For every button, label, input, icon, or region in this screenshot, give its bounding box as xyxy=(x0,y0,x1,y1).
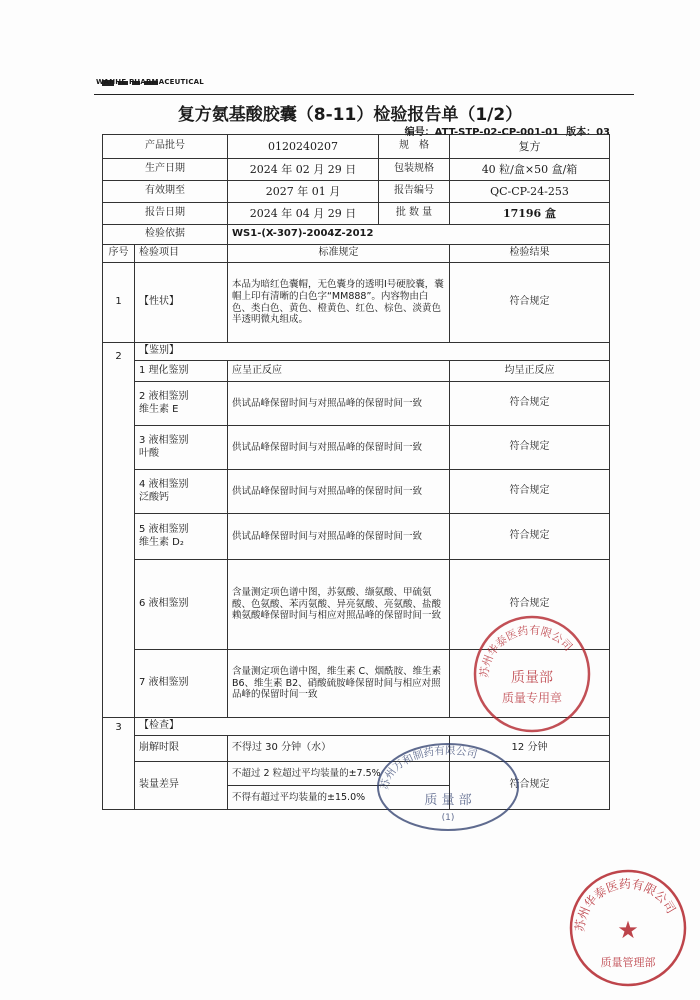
col-no: 序号 xyxy=(103,245,135,263)
section-2-no: 2 xyxy=(103,343,135,718)
report-table xyxy=(102,134,610,810)
identification-row xyxy=(103,361,610,382)
section-appearance-row xyxy=(103,263,610,343)
section-identification-header xyxy=(103,343,610,361)
section-3-item: 【检查】 xyxy=(135,718,610,736)
ident-5-item: 5 液相鉴别 维生素 D₂ xyxy=(135,514,228,560)
ident-7-standard: 含量测定项色谱中图，维生素 C、烟酰胺、维生素 B6、维生素 B2、硝酸硫胺峰保留时间与相应对照品峰的保留时间一致 xyxy=(228,650,450,718)
ident-5-standard: 供试品峰保留时间与对照品峰的保留时间一致 xyxy=(228,514,450,560)
report-date-label: 报告日期 xyxy=(103,203,228,225)
ident-7-result xyxy=(450,650,610,718)
ident-4-standard: 供试品峰保留时间与对照品峰的保留时间一致 xyxy=(228,470,450,514)
section-1-item: 【性状】 xyxy=(135,263,228,343)
qty-label: 批 数 量 xyxy=(379,203,450,225)
svg-text:(1): (1) xyxy=(441,813,455,823)
svg-text:苏州华泰医药有限公司: 苏州华泰医药有限公司 xyxy=(572,876,679,933)
info-row-basis xyxy=(103,225,610,245)
ident-6-standard: 含量测定项色谱中图，苏氨酸、缬氨酸、甲硫氨酸、色氨酸、苯丙氨酸、异亮氨酸、亮氨酸、盐酸赖氨酸峰保留时间与相应对照品峰的保留时间一致 xyxy=(228,560,450,650)
report-date-value: 2024 年 04 月 29 日 xyxy=(228,203,379,225)
svg-text:苏州万和制药有限公司: 苏州万和制药有限公司 xyxy=(378,744,479,791)
identification-row xyxy=(103,382,610,426)
expiry-value: 2027 年 01 月 xyxy=(228,181,379,203)
inspection-row xyxy=(103,736,610,762)
prod-date-value: 2024 年 02 月 29 日 xyxy=(228,159,379,181)
section-3-no: 3 xyxy=(103,718,135,810)
insp-2-standard-2: 不得有超过平均装量的±15.0% xyxy=(228,786,450,810)
ident-2-standard: 供试品峰保留时间与对照品峰的保留时间一致 xyxy=(228,382,450,426)
insp-1-item: 崩解时限 xyxy=(135,736,228,762)
insp-2-item: 装量差异 xyxy=(135,762,228,810)
section-1-result: 符合规定 xyxy=(450,263,610,343)
section-inspection-header xyxy=(103,718,610,736)
ident-4-result: 符合规定 xyxy=(450,470,610,514)
info-row-prod-date xyxy=(103,159,610,181)
identification-row xyxy=(103,470,610,514)
column-header-row xyxy=(103,245,610,263)
header-rule xyxy=(94,94,634,95)
ident-2-result: 符合规定 xyxy=(450,382,610,426)
identification-row xyxy=(103,560,610,650)
col-item: 检验项目 xyxy=(135,245,228,263)
ident-7-item: 7 液相鉴别 xyxy=(135,650,228,718)
ident-1-item: 1 理化鉴别 xyxy=(135,361,228,382)
ident-6-result: 符合规定 xyxy=(450,560,610,650)
report-no-value: QC-CP-24-253 xyxy=(450,181,610,203)
svg-text:苏州华泰医药有限公司: 苏州华泰医药有限公司 xyxy=(477,623,575,679)
ident-3-standard: 供试品峰保留时间与对照品峰的保留时间一致 xyxy=(228,426,450,470)
basis-value: WS1-(X-307)-2004Z-2012 xyxy=(228,225,610,245)
star-icon: ★ xyxy=(617,916,639,944)
batch-value: 0120240207 xyxy=(228,135,379,159)
batch-label: 产品批号 xyxy=(103,135,228,159)
prod-date-label: 生产日期 xyxy=(103,159,228,181)
ident-5-result: 符合规定 xyxy=(450,514,610,560)
company-seal-red xyxy=(566,866,690,990)
identification-row xyxy=(103,650,610,718)
ident-6-item: 6 液相鉴别 xyxy=(135,560,228,650)
info-row-expiry xyxy=(103,181,610,203)
expiry-label: 有效期至 xyxy=(103,181,228,203)
company-logo-mark xyxy=(102,71,160,77)
ident-2-item: 2 液相鉴别 维生素 E xyxy=(135,382,228,426)
spec-value: 复方 xyxy=(450,135,610,159)
insp-2-standard: 不超过 2 粒超过平均装量的±7.5% xyxy=(228,762,450,786)
inspection-row xyxy=(103,762,610,786)
svg-text:质量专用章: 质量专用章 xyxy=(501,691,563,705)
insp-2-result: 符合规定 xyxy=(450,762,610,810)
section-2-item: 【鉴别】 xyxy=(135,343,610,361)
svg-text:质量部: 质量部 xyxy=(511,670,553,686)
pack-label: 包装规格 xyxy=(379,159,450,181)
svg-text:质 量 部: 质 量 部 xyxy=(424,793,472,808)
info-row-report-date xyxy=(103,203,610,225)
report-title: 复方氨基酸胶囊（8-11）检验报告单（1/2） xyxy=(177,105,523,125)
company-logo-text: WANHE PHARMACEUTICAL xyxy=(96,78,204,86)
col-result: 检验结果 xyxy=(450,245,610,263)
spec-label: 规 格 xyxy=(379,135,450,159)
section-1-no: 1 xyxy=(103,263,135,343)
ident-3-item: 3 液相鉴别 叶酸 xyxy=(135,426,228,470)
identification-row xyxy=(103,514,610,560)
pack-value: 40 粒/盒×50 盒/箱 xyxy=(450,159,610,181)
basis-label: 检验依据 xyxy=(103,225,228,245)
identification-row xyxy=(103,426,610,470)
ident-1-result: 均呈正反应 xyxy=(450,361,610,382)
report-no-label: 报告编号 xyxy=(379,181,450,203)
insp-1-standard: 不得过 30 分钟（水） xyxy=(228,736,450,762)
info-row-batch xyxy=(103,135,610,159)
ident-4-item: 4 液相鉴别 泛酸钙 xyxy=(135,470,228,514)
col-standard: 标准规定 xyxy=(228,245,450,263)
ident-1-standard: 应呈正反应 xyxy=(228,361,450,382)
ident-3-result: 符合规定 xyxy=(450,426,610,470)
svg-text:质量管理部: 质量管理部 xyxy=(600,956,656,969)
insp-1-result: 12 分钟 xyxy=(450,736,610,762)
section-1-standard: 本品为暗红色囊帽，无色囊身的透明Ⅰ号硬胶囊，囊帽上印有清晰的白色字“MM888”。内容物由白色、类白色、黄色、橙黄色、红色、棕色、淡黄色半透明微丸组成。 xyxy=(228,263,450,343)
document-number: 编号：ATT-STP-02-CP-001-01 版本：03 xyxy=(404,127,610,138)
qty-value: 17196 盒 xyxy=(450,203,610,225)
